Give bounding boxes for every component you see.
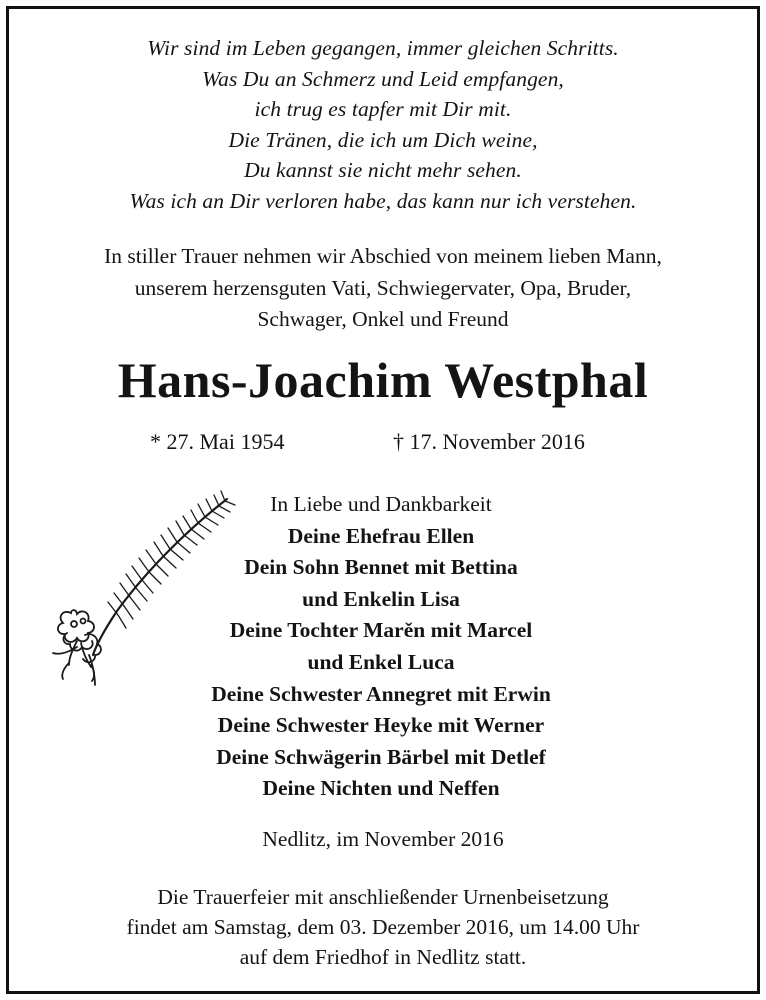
ceremony-info [9,882,757,972]
mourner-line: und Enkelin Lisa [302,586,460,611]
intro-text [9,241,757,336]
intro-line: Schwager, Onkel und Freund [257,307,509,331]
mourners-list [151,489,611,805]
mourner-line: Dein Sohn Bennet mit Bettina [244,555,518,580]
mourner-line: Deine Schwägerin Bärbel mit Detlef [216,744,546,769]
poem-line: ich trug es tapfer mit Dir mit. [254,97,512,121]
obituary-notice [6,6,760,994]
poem-line: Wir sind im Leben gegangen, immer gleichen Schritts. [147,36,619,60]
mourner-line: Deine Schwester Heyke mit Werner [217,713,545,738]
poem [9,33,757,216]
ceremony-line: findet am Samstag, dem 03. Dezember 2016, um 14.00 Uhr [126,915,640,939]
ceremony-line: auf dem Friedhof in Nedlitz statt. [239,945,527,969]
mourner-line: Deine Ehefrau Ellen [287,523,475,548]
poem-line: Was Du an Schmerz und Leid empfangen, [202,66,564,91]
intro-line: unserem herzensguten Vati, Schwiegervater, Opa, Bruder, [134,275,632,300]
mourner-line: und Enkel Luca [307,649,455,674]
poem-line: Was ich an Dir verloren habe, das kann nur ich verstehen. [129,188,637,213]
place-date: Nedlitz, im November 2016 [262,827,504,851]
life-dates [9,429,757,461]
birth-date: * 27. Mai 1954 [150,429,285,454]
ceremony-line: Die Trauerfeier mit anschließender Urnenbeisetzung [157,885,609,909]
mourner-line: Deine Schwester Annegret mit Erwin [211,681,551,706]
poem-line: Die Tränen, die ich um Dich weine, [228,127,538,152]
death-date: † 17. November 2016 [393,429,585,454]
mourner-line: Deine Tochter Marěn mit Marcel [229,618,533,643]
intro-line: In stiller Trauer nehmen wir Abschied von meinem lieben Mann, [104,244,662,268]
mourners-intro: In Liebe und Dankbarkeit [270,492,492,516]
poem-line: Du kannst sie nicht mehr sehen. [244,158,522,182]
mourner-line: Deine Nichten und Neffen [262,776,500,801]
deceased-name: Hans-Joachim Westphal [117,352,649,408]
